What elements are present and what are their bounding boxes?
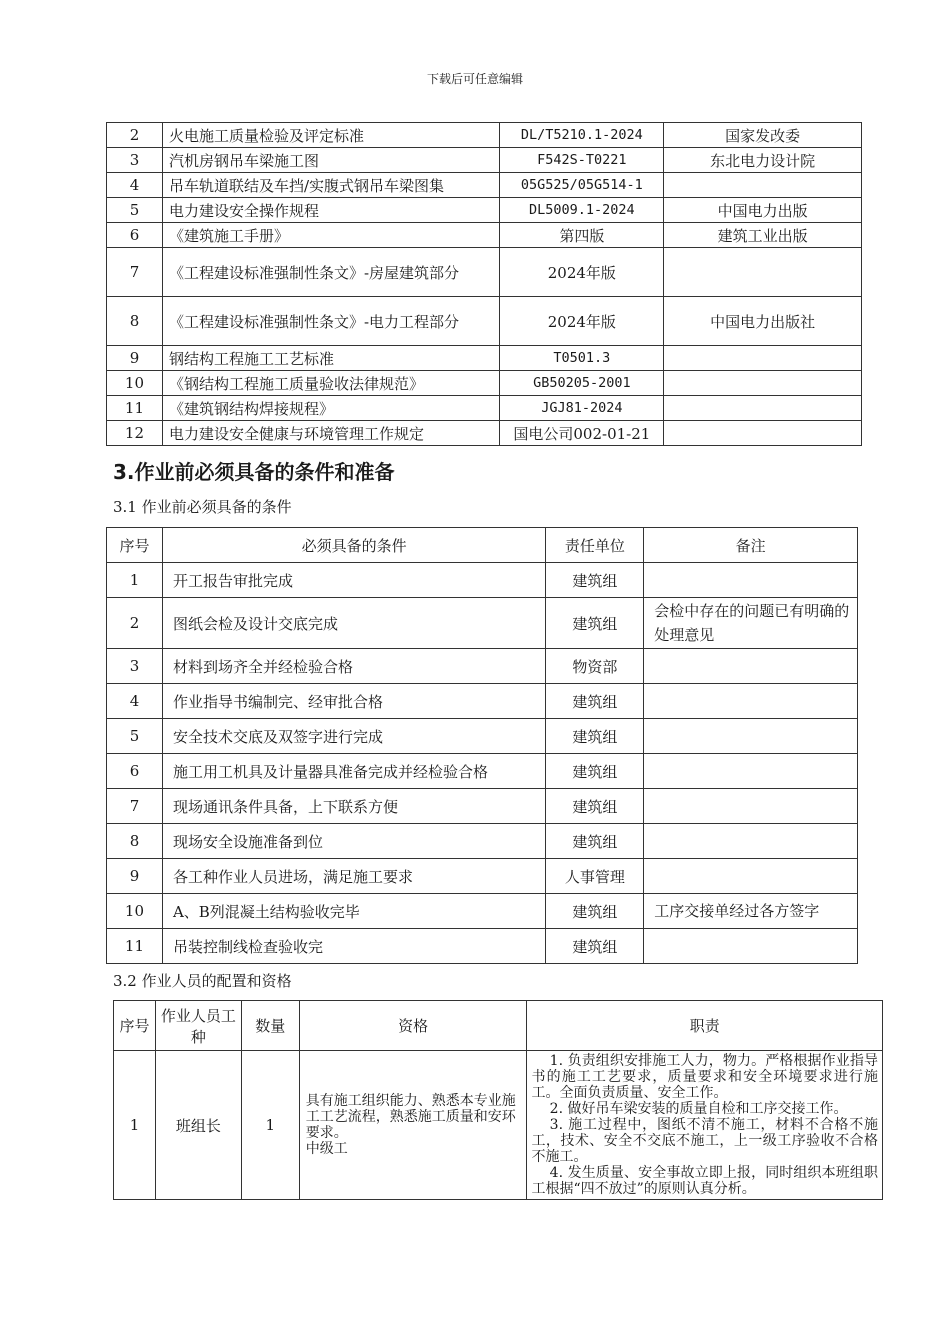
table-row [107, 421, 862, 446]
table-row [107, 894, 858, 929]
cell-publisher [664, 396, 862, 421]
table-row [107, 198, 862, 223]
cell-no: 3 [107, 148, 163, 173]
section-3-1-title: 3.1 作业前必须具备的条件 [113, 498, 292, 516]
table-row [107, 859, 858, 894]
cell-code: 05G525/05G514-1 [500, 173, 664, 198]
cell-name: 《建筑施工手册》 [162, 223, 499, 248]
cell-no: 10 [107, 371, 163, 396]
table-row [107, 223, 862, 248]
header-duty: 职责 [527, 1001, 883, 1051]
cell-no: 5 [107, 198, 163, 223]
cell-note: 会检中存在的问题已有明确的处理意见 [644, 598, 858, 649]
cell-no: 7 [107, 789, 163, 824]
duty-item: 4. 发生质量、安全事故立即上报，同时组织本班组职工根据“四不放过”的原则认真分析。 [531, 1165, 878, 1197]
cell-code: 2024年版 [500, 248, 664, 297]
cell-no: 1 [114, 1051, 156, 1200]
cell-no: 3 [107, 649, 163, 684]
duty-item: 2. 做好吊车梁安装的质量自检和工序交接工作。 [549, 1101, 848, 1117]
cell-unit: 建筑组 [546, 598, 644, 649]
cell-note [644, 754, 858, 789]
cell-name: 《工程建设标准强制性条文》-电力工程部分 [162, 297, 499, 346]
cell-code: JGJ81-2024 [500, 396, 664, 421]
cell-no: 6 [107, 754, 163, 789]
cell-code: 2024年版 [500, 297, 664, 346]
table-header-row [114, 1001, 883, 1051]
table-row [107, 123, 862, 148]
cell-name: 电力建设安全操作规程 [162, 198, 499, 223]
cell-no: 4 [107, 684, 163, 719]
cell-unit: 建筑组 [546, 719, 644, 754]
cell-no: 10 [107, 894, 163, 929]
cell-condition: 吊装控制线检查验收完 [162, 929, 545, 964]
cell-note [644, 563, 858, 598]
cell-condition: 现场通讯条件具备，上下联系方便 [162, 789, 545, 824]
cell-no: 9 [107, 859, 163, 894]
qualification-text: 具有施工组织能力、熟悉本专业施工工艺流程，熟悉施工质量和安环要求。 [305, 1093, 516, 1141]
cell-no: 5 [107, 719, 163, 754]
header-condition: 必须具备的条件 [162, 528, 545, 563]
cell-publisher [664, 371, 862, 396]
cell-note [644, 649, 858, 684]
header-type: 作业人员工种 [155, 1001, 241, 1051]
cell-no: 2 [107, 123, 163, 148]
cell-code: T0501.3 [500, 346, 664, 371]
cell-duty [527, 1051, 883, 1200]
table-row [107, 297, 862, 346]
cell-code: DL5009.1-2024 [500, 198, 664, 223]
cell-unit: 建筑组 [546, 824, 644, 859]
cell-publisher [664, 421, 862, 446]
cell-unit: 建筑组 [546, 754, 644, 789]
cell-condition: 开工报告审批完成 [162, 563, 545, 598]
cell-no: 12 [107, 421, 163, 446]
cell-unit: 人事管理 [546, 859, 644, 894]
cell-unit: 建筑组 [546, 789, 644, 824]
table-row [107, 371, 862, 396]
cell-condition: 安全技术交底及双签字进行完成 [162, 719, 545, 754]
cell-name: 《建筑钢结构焊接规程》 [162, 396, 499, 421]
table-row [107, 789, 858, 824]
table-row [107, 598, 858, 649]
cell-no: 4 [107, 173, 163, 198]
cell-note [644, 929, 858, 964]
cell-qualification [299, 1051, 527, 1200]
table-row [114, 1051, 883, 1200]
cell-name: 汽机房钢吊车梁施工图 [162, 148, 499, 173]
cell-no: 7 [107, 248, 163, 297]
qualification-grade: 中级工 [305, 1141, 348, 1157]
cell-no: 2 [107, 598, 163, 649]
cell-no: 9 [107, 346, 163, 371]
table-row [107, 563, 858, 598]
table-row [107, 719, 858, 754]
page-header: 下载后可任意编辑 [426, 72, 523, 86]
preconditions-table [106, 527, 858, 964]
table-row [107, 824, 858, 859]
cell-code: DL/T5210.1-2024 [500, 123, 664, 148]
table-row [107, 173, 862, 198]
cell-note [644, 684, 858, 719]
cell-code: F542S-T0221 [500, 148, 664, 173]
cell-unit: 物资部 [546, 649, 644, 684]
cell-no: 11 [107, 929, 163, 964]
cell-publisher: 国家发改委 [664, 123, 862, 148]
cell-code: 第四版 [500, 223, 664, 248]
cell-type: 班组长 [155, 1051, 241, 1200]
cell-code: 国电公司002-01-21 [500, 421, 664, 446]
cell-code: GB50205-2001 [500, 371, 664, 396]
cell-condition: 各工种作业人员进场，满足施工要求 [162, 859, 545, 894]
cell-unit: 建筑组 [546, 894, 644, 929]
header-note: 备注 [644, 528, 858, 563]
section-3-title: 3.作业前必须具备的条件和准备 [113, 460, 395, 484]
table-header-row [107, 528, 858, 563]
staff-table [113, 1000, 883, 1200]
table-row [107, 148, 862, 173]
cell-note [644, 789, 858, 824]
table-row [107, 754, 858, 789]
cell-note [644, 859, 858, 894]
cell-no: 8 [107, 297, 163, 346]
cell-no: 1 [107, 563, 163, 598]
section-3-2-title: 3.2 作业人员的配置和资格 [113, 972, 292, 990]
cell-name: 《工程建设标准强制性条文》-房屋建筑部分 [162, 248, 499, 297]
cell-no: 6 [107, 223, 163, 248]
cell-unit: 建筑组 [546, 929, 644, 964]
cell-qty: 1 [241, 1051, 299, 1200]
cell-note: 工序交接单经过各方签字 [644, 894, 858, 929]
table-row [107, 929, 858, 964]
cell-condition: 施工用工机具及计量器具准备完成并经检验合格 [162, 754, 545, 789]
cell-no: 8 [107, 824, 163, 859]
cell-unit: 建筑组 [546, 684, 644, 719]
cell-condition: A、B列混凝土结构验收完毕 [162, 894, 545, 929]
cell-name: 吊车轨道联结及车挡/实腹式钢吊车梁图集 [162, 173, 499, 198]
header-qualification: 资格 [299, 1001, 527, 1051]
cell-note [644, 719, 858, 754]
cell-unit: 建筑组 [546, 563, 644, 598]
table-row [107, 649, 858, 684]
header-qty: 数量 [241, 1001, 299, 1051]
duty-item: 3. 施工过程中，图纸不清不施工，材料不合格不施工，技术、安全不交底不施工，上一级工序验收不合格不施工。 [531, 1117, 878, 1165]
cell-condition: 现场安全设施准备到位 [162, 824, 545, 859]
table-row [107, 346, 862, 371]
cell-name: 《钢结构工程施工质量验收法律规范》 [162, 371, 499, 396]
reference-standards-table [106, 122, 862, 446]
header-no: 序号 [107, 528, 163, 563]
cell-condition: 作业指导书编制完、经审批合格 [162, 684, 545, 719]
cell-publisher: 中国电力出版社 [664, 297, 862, 346]
duty-item: 1. 负责组织安排施工人力，物力。严格根据作业指导书的施工工艺要求，质量要求和安全环境要求进行施工。全面负责质量、安全工作。 [531, 1053, 878, 1101]
cell-note [644, 824, 858, 859]
cell-publisher [664, 346, 862, 371]
cell-condition: 图纸会检及设计交底完成 [162, 598, 545, 649]
cell-name: 电力建设安全健康与环境管理工作规定 [162, 421, 499, 446]
cell-publisher [664, 248, 862, 297]
cell-publisher: 中国电力出版 [664, 198, 862, 223]
table-row [107, 684, 858, 719]
header-unit: 责任单位 [546, 528, 644, 563]
cell-name: 钢结构工程施工工艺标准 [162, 346, 499, 371]
cell-name: 火电施工质量检验及评定标准 [162, 123, 499, 148]
table-row [107, 248, 862, 297]
cell-no: 11 [107, 396, 163, 421]
header-no: 序号 [114, 1001, 156, 1051]
cell-condition: 材料到场齐全并经检验合格 [162, 649, 545, 684]
cell-publisher: 东北电力设计院 [664, 148, 862, 173]
cell-publisher [664, 173, 862, 198]
cell-publisher: 建筑工业出版 [664, 223, 862, 248]
table-row [107, 396, 862, 421]
